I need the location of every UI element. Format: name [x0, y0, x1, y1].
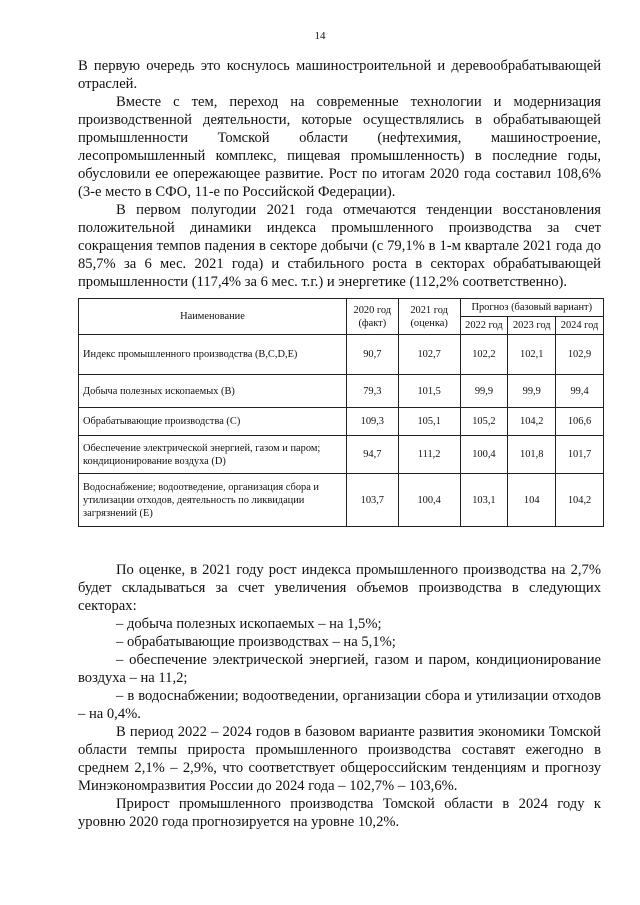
cell-2023: 104,2: [508, 408, 556, 436]
table-row: [79, 335, 604, 375]
cell-2024: 101,7: [556, 436, 604, 474]
cell-2024: 104,2: [556, 474, 604, 527]
cell-2023: 101,8: [508, 436, 556, 474]
cell-2022: 100,4: [460, 436, 508, 474]
cell-2021: 100,4: [398, 474, 460, 527]
cell-2020: 90,7: [346, 335, 398, 375]
row-name: Индекс промышленного производства (B,C,D,E): [79, 335, 347, 375]
header-forecast: Прогноз (базовый вариант): [460, 299, 603, 317]
page-number: 14: [314, 30, 326, 42]
header-2020: 2020 год (факт): [346, 299, 398, 335]
cell-2021: 111,2: [398, 436, 460, 474]
table-row: [79, 408, 604, 436]
cell-2022: 105,2: [460, 408, 508, 436]
list-item: – добыча полезных ископаемых – на 1,5%;: [116, 616, 382, 632]
paragraph: Вместе с тем, переход на современные технологии и модернизация производственной деятельности, которые осуществлялись в обрабатывающей промышленности Томской области (нефтехимия, машиностроение, лесопромышленный комплекс, пищевая промышленность) в последние годы, обусловили ее опережающее развитие. Рост по итогам 2020 года составил 108,6% (3-е место в СФО, 11-е по Российской Федерации).: [78, 94, 601, 200]
row-name: Обрабатывающие производства (C): [79, 408, 347, 436]
cell-2023: 104: [508, 474, 556, 527]
cell-2020: 109,3: [346, 408, 398, 436]
header-2021: 2021 год (оценка): [398, 299, 460, 335]
paragraph: В первую очередь это коснулось машиностроительной и деревообрабатывающей отраслей.: [78, 58, 601, 92]
list-item: – обеспечение электрической энергией, газом и паром, кондиционирование воздуха – на 11,2;: [78, 652, 601, 686]
row-name: Обеспечение электрической энергией, газом и паром; кондиционирование воздуха (D): [79, 436, 347, 474]
table-row: [79, 436, 604, 474]
header-2022: 2022 год: [460, 317, 508, 335]
header-2023: 2023 год: [508, 317, 556, 335]
table-row: [79, 375, 604, 408]
cell-2022: 103,1: [460, 474, 508, 527]
cell-2021: 102,7: [398, 335, 460, 375]
list-item: – обрабатывающие производствах – на 5,1%;: [116, 634, 396, 650]
cell-2024: 106,6: [556, 408, 604, 436]
body-text-bottom: [78, 561, 601, 831]
cell-2024: 102,9: [556, 335, 604, 375]
cell-2023: 99,9: [508, 375, 556, 408]
cell-2021: 101,5: [398, 375, 460, 408]
paragraph: В первом полугодии 2021 года отмечаются тенденции восстановления положительной динамики индекса промышленного производства за счет сокращения темпов падения в секторе добычи (с 79,1% в 1-м квартале 2021 года до 85,7% за 6 мес. 2021 года) и стабильного роста в секторах обрабатывающей промышленности (117,4% за 6 мес. т.г.) и энергетике (112,2% соответственно).: [78, 202, 601, 290]
paragraph: По оценке, в 2021 году рост индекса промышленного производства на 2,7% будет складываться за счет увеличения объемов производства в следующих секторах:: [78, 562, 601, 614]
cell-2020: 103,7: [346, 474, 398, 527]
cell-2022: 102,2: [460, 335, 508, 375]
header-name: Наименование: [79, 299, 347, 335]
header-2024: 2024 год: [556, 317, 604, 335]
cell-2020: 79,3: [346, 375, 398, 408]
industrial-index-table: [78, 298, 604, 527]
cell-2023: 102,1: [508, 335, 556, 375]
row-name: Водоснабжение; водоотведение, организация сбора и утилизации отходов, деятельность по ликвидации загрязнений (E): [79, 474, 347, 527]
row-name: Добыча полезных ископаемых (B): [79, 375, 347, 408]
cell-2022: 99,9: [460, 375, 508, 408]
list-item: – в водоснабжении; водоотведении, организации сбора и утилизации отходов – на 0,4%.: [78, 688, 601, 722]
body-text-top: [78, 57, 601, 291]
cell-2020: 94,7: [346, 436, 398, 474]
table-row: [79, 474, 604, 527]
table-header-row: [79, 299, 604, 317]
paragraph: В период 2022 – 2024 годов в базовом варианте развития экономики Томской области темпы прироста промышленного производства составят ежегодно в среднем 2,1% – 2,9%, что соответствует общероссийским тенденциям и прогнозу Минэкономразвития России до 2024 года – 102,7% – 103,6%.: [78, 724, 601, 794]
cell-2021: 105,1: [398, 408, 460, 436]
paragraph: Прирост промышленного производства Томской области в 2024 году к уровню 2020 года прогнозируется на уровне 10,2%.: [78, 796, 601, 830]
cell-2024: 99,4: [556, 375, 604, 408]
